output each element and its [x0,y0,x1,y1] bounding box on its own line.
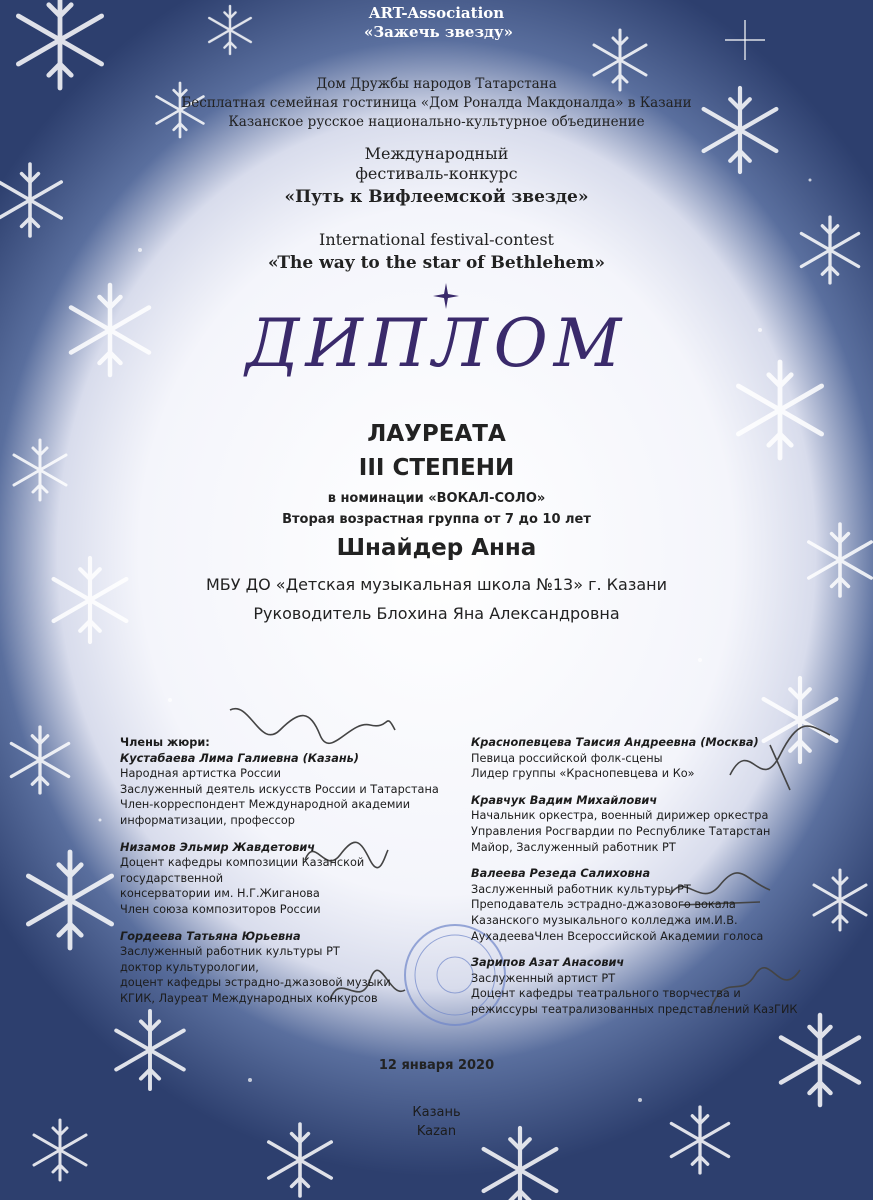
age-group: Вторая возрастная группа от 7 до 10 лет [282,512,591,527]
jury-member-title: Заслуженный работник культуры РТ [471,882,691,896]
festival-name-ru: «Путь к Вифлеемской звезде» [284,187,589,207]
jury-member-title: государственной [120,871,224,885]
jury-member-name: Краснопевцева Таисия Андреевна (Москва) [471,736,759,749]
jury-member-name: Низамов Эльмир Жавдетович [120,840,316,854]
jury-member-name: Зарипов Азат Анасович [471,956,625,970]
jury-member-title: АухадееваЧлен Всероссийской Академии голоса [471,929,764,943]
jury-member [471,866,801,944]
jury-member-title: Член союза композиторов России [120,902,321,916]
issue-date: 12 января 2020 [378,1058,495,1073]
nomination: в номинации «ВОКАЛ-СОЛО» [327,491,546,506]
festival-type-line-2: фестиваль-конкурс [355,164,518,183]
jury-member-title: режиссуры театрализованных представлений КазГИК [471,1002,798,1016]
jury-member-title: Лидер группы «Краснопевцева и Ко» [471,767,695,781]
city-ru: Казань [412,1105,461,1120]
city-en: Kazan [416,1124,457,1139]
jury-member-title: информатизации, профессор [120,813,295,827]
jury-member-title: Начальник оркестра, военный дирижер оркестра [471,809,769,823]
jury-member [471,955,801,1017]
jury-member-title: Певица российской фолк-сцены [471,751,663,765]
jury-heading: Члены жюри: [120,736,210,749]
partner-line-3: Казанское русское национально-культурное объединение [228,114,645,130]
association-name: «Зажечь звезду» [363,23,514,41]
jury-member [120,840,460,918]
jury-member-title: КГИК, Лауреат Международных конкурсов [120,991,378,1005]
jury-member [120,929,460,1007]
recipient-name: Шнайдер Анна [336,535,537,561]
festival-type-en: International festival-contest [319,230,554,249]
teacher-name: Руководитель Блохина Яна Александровна [253,604,620,623]
jury-member-name: Кустабаева Лима Галиевна (Казань) [120,751,359,765]
jury-member-title: Доцент кафедры театрального творчества и [471,987,741,1001]
festival-type-line-1: Международный [364,144,509,163]
jury-member-title: Народная артистка России [120,767,281,781]
jury-member-title: Управления Росгвардии по Республике Татарстан [471,824,771,838]
jury-member-title: доцент кафедры эстрадно-джазовой музыки [120,976,391,990]
jury-right-column [471,735,801,1029]
jury-member [471,735,801,782]
jury-left-column [120,735,460,1018]
partner-line-1: Дом Дружбы народов Татарстана [316,76,557,92]
jury-member-name: Кравчук Вадим Михайлович [471,793,658,807]
school-name: МБУ ДО «Детская музыкальная школа №13» г. Казани [205,575,667,594]
jury-member-title: Заслуженный деятель искусств России и Татарстана [120,782,439,796]
diploma-title: ДИПЛОМ [245,305,628,382]
jury-member-title: Заслуженный артист РТ [471,971,616,985]
jury-member-title: Казанского музыкального колледжа им.И.В. [471,913,738,927]
jury-member-title: Заслуженный работник культуры РТ [120,945,340,959]
rank-line-2: III СТЕПЕНИ [358,455,515,481]
jury-member [471,793,801,855]
jury-member-title: доктор культурологии, [120,960,259,974]
jury-member-name: Валеева Резеда Салиховна [471,867,651,881]
rank-line-1: ЛАУРЕАТА [367,421,506,447]
jury-member [120,751,460,829]
jury-member-title: Доцент кафедры композиции Казанской [120,856,365,870]
jury-member-title: Майор, Заслуженный работник РТ [471,840,676,854]
jury-member-title: Преподаватель эстрадно-джазового вокала [471,898,736,912]
partner-line-2: Бесплатная семейная гостиница «Дом Роналда Макдоналда» в Казани [181,95,692,111]
jury-member-title: консерватории им. Н.Г.Жиганова [120,887,320,901]
jury-member-title: Член-корреспондент Международной академии [120,798,411,812]
festival-name-en: «The way to the star of Bethlehem» [268,253,605,273]
association-label: ART-Association [368,4,505,22]
jury-member-name: Гордеева Татьяна Юрьевна [120,929,301,943]
